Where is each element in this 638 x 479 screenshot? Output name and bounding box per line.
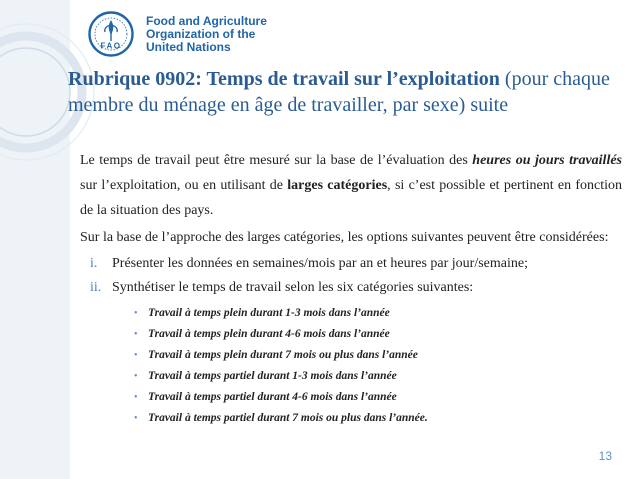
category-item — [134, 324, 622, 345]
intro-text: sur l’exploitation, ou en utilisant de — [80, 178, 288, 193]
approach-paragraph: Sur la base de l’approche des larges catégories, les options suivantes peuvent être considérées: — [80, 230, 609, 245]
bullet-icon: • — [134, 392, 138, 403]
fao-wordmark — [146, 15, 267, 54]
option-numeral: i. — [90, 256, 98, 271]
intro-paragraph — [80, 148, 622, 223]
option-numeral: ii. — [90, 280, 102, 295]
category-text: Travail à temps plein durant 4-6 mois dans l’année — [148, 328, 390, 340]
bullet-icon: • — [134, 308, 138, 319]
category-item — [134, 387, 622, 408]
category-item — [134, 345, 622, 366]
bullet-icon: • — [134, 413, 138, 424]
category-text: Travail à temps partiel durant 7 mois ou plus dans l’année. — [148, 412, 428, 424]
option-item — [90, 276, 622, 300]
page-number: 13 — [598, 449, 612, 463]
fao-emblem-icon — [88, 11, 134, 57]
option-item — [90, 252, 622, 276]
intro-emphasis: heures ou jours travaillés — [472, 153, 622, 168]
bullet-icon: • — [134, 350, 138, 361]
categories-list — [80, 303, 622, 429]
fao-logo — [88, 10, 267, 58]
slide-title-bold: Rubrique 0902: Temps de travail sur l’exploitation — [68, 68, 500, 90]
fao-wordmark-line: Food and Agriculture — [146, 13, 267, 28]
fao-wordmark-line: Organization of the — [146, 26, 256, 41]
intro-text: Le temps de travail peut être mesuré sur la base de l’évaluation des — [80, 153, 473, 168]
bullet-icon: • — [134, 329, 138, 340]
option-text: Présenter les données en semaines/mois par an et heures par jour/semaine; — [112, 256, 528, 271]
category-text: Travail à temps plein durant 7 mois ou plus dans l’année — [148, 349, 418, 361]
fao-wordmark-line: United Nations — [146, 39, 231, 54]
category-text: Travail à temps partiel durant 1-3 mois dans l’année — [148, 370, 397, 382]
category-item — [134, 303, 622, 324]
fao-emblem-letters: FAO — [100, 41, 122, 51]
category-text: Travail à temps partiel durant 4-6 mois dans l’année — [148, 391, 397, 403]
slide-body — [80, 148, 622, 429]
category-item — [134, 366, 622, 387]
option-text: Synthétiser le temps de travail selon les six catégories suivantes: — [112, 280, 474, 295]
options-list — [80, 252, 622, 300]
slide-title-rest: (pour chaque membre du ménage en âge de travailler, par sexe) suite — [68, 68, 610, 116]
bullet-icon: • — [134, 371, 138, 382]
slide-title — [68, 66, 628, 118]
intro-text: , si c’est possible et pertinent en fonction de la situation des pays. — [80, 178, 623, 218]
intro-bold: larges catégories — [287, 178, 388, 193]
category-text: Travail à temps plein durant 1-3 mois dans l’année — [148, 307, 390, 319]
category-item — [134, 408, 622, 429]
